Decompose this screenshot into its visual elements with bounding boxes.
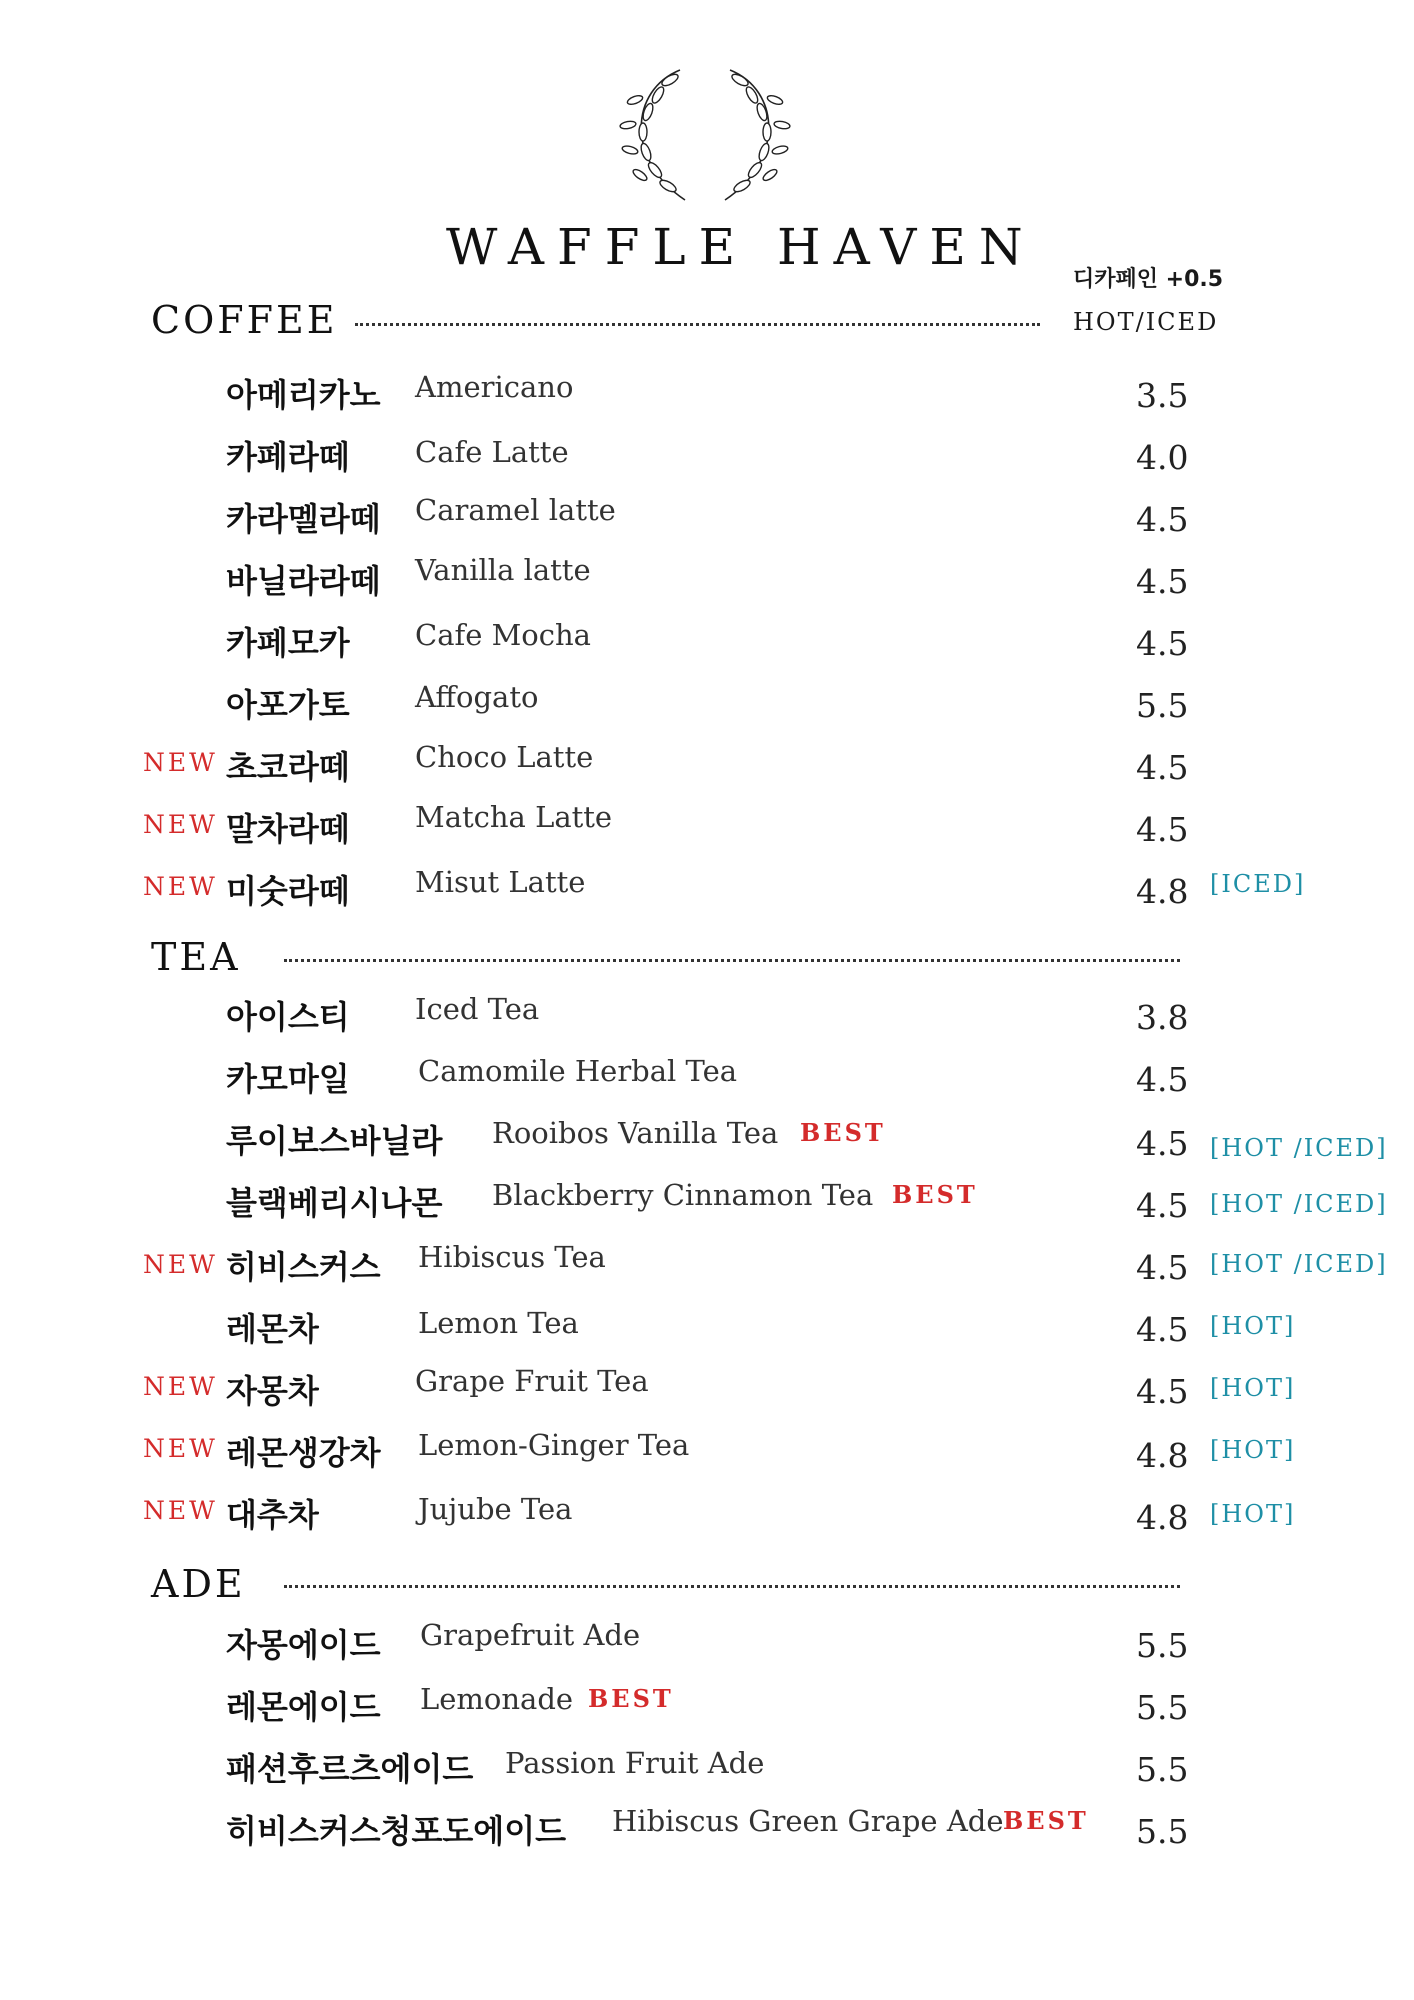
menu-item-en: Iced Tea bbox=[415, 992, 540, 1026]
menu-item-en: Jujube Tea bbox=[418, 1492, 573, 1526]
menu-item-en: Americano bbox=[415, 370, 574, 404]
menu-item-en: Cafe Mocha bbox=[415, 618, 591, 652]
section-title-tea: TEA bbox=[151, 935, 241, 979]
menu-item-en: Misut Latte bbox=[415, 865, 586, 899]
menu-item-price: 4.5 bbox=[1136, 810, 1189, 849]
temp-tag: [HOT /ICED] bbox=[1210, 1190, 1388, 1218]
menu-item-ko: 미숫라떼 bbox=[226, 872, 350, 910]
menu-item-price: 4.8 bbox=[1136, 1436, 1189, 1475]
menu-item-ko: 히비스커스 bbox=[226, 1248, 381, 1286]
menu-item-en: Cafe Latte bbox=[415, 435, 569, 469]
temp-tag: [ICED] bbox=[1210, 870, 1306, 898]
best-badge: BEST bbox=[892, 1180, 978, 1209]
brand-title: WAFFLE HAVEN bbox=[446, 218, 1036, 276]
new-badge: NEW bbox=[143, 1434, 218, 1463]
menu-item-en: Lemonade bbox=[420, 1682, 574, 1716]
menu-item-price: 5.5 bbox=[1136, 1688, 1189, 1727]
menu-item-ko: 아메리카노 bbox=[226, 376, 381, 414]
menu-item-price: 4.5 bbox=[1136, 1248, 1189, 1287]
menu-item-ko: 카페모카 bbox=[226, 624, 350, 662]
menu-item-ko: 카페라떼 bbox=[226, 438, 350, 476]
new-badge: NEW bbox=[143, 748, 218, 777]
temp-tag: [HOT] bbox=[1210, 1500, 1296, 1528]
best-badge: BEST bbox=[588, 1684, 674, 1713]
menu-item-ko: 자몽차 bbox=[226, 1372, 319, 1410]
menu-item-ko: 아포가토 bbox=[226, 686, 350, 724]
menu-item-ko: 초코라떼 bbox=[226, 748, 350, 786]
menu-item-ko: 블랙베리시나몬 bbox=[226, 1184, 443, 1222]
menu-item-price: 4.5 bbox=[1136, 562, 1189, 601]
menu-item-ko: 패션후르츠에이드 bbox=[226, 1750, 474, 1788]
best-badge: BEST bbox=[800, 1118, 886, 1147]
menu-item-price: 4.5 bbox=[1136, 748, 1189, 787]
section-divider bbox=[284, 959, 1180, 962]
menu-item-en: Hibiscus Tea bbox=[418, 1240, 606, 1274]
new-badge: NEW bbox=[143, 1372, 218, 1401]
menu-item-price: 4.5 bbox=[1136, 1060, 1189, 1099]
section-title-coffee: COFFEE bbox=[151, 298, 338, 342]
menu-item-price: 4.5 bbox=[1136, 1186, 1189, 1225]
menu-item-ko: 루이보스바닐라 bbox=[226, 1122, 443, 1160]
menu-item-en: Hibiscus Green Grape Ade bbox=[612, 1804, 1004, 1838]
hot-iced-note: HOT/ICED bbox=[1073, 308, 1219, 336]
menu-item-en: Choco Latte bbox=[415, 740, 594, 774]
menu-item-price: 5.5 bbox=[1136, 1626, 1189, 1665]
menu-item-en: Grape Fruit Tea bbox=[415, 1364, 649, 1398]
menu-item-ko: 말차라떼 bbox=[226, 810, 350, 848]
menu-item-ko: 레몬차 bbox=[226, 1310, 319, 1348]
menu-item-price: 4.8 bbox=[1136, 872, 1189, 911]
menu-item-price: 5.5 bbox=[1136, 686, 1189, 725]
best-badge: BEST bbox=[1003, 1806, 1089, 1835]
menu-item-en: Lemon-Ginger Tea bbox=[418, 1428, 690, 1462]
menu-item-en: Lemon Tea bbox=[418, 1306, 579, 1340]
menu-item-ko: 히비스커스청포도에이드 bbox=[226, 1812, 567, 1850]
menu-item-price: 3.5 bbox=[1136, 376, 1189, 415]
menu-item-price: 4.5 bbox=[1136, 500, 1189, 539]
new-badge: NEW bbox=[143, 810, 218, 839]
menu-item-price: 4.0 bbox=[1136, 438, 1189, 477]
menu-item-ko: 아이스티 bbox=[226, 998, 350, 1036]
temp-tag: [HOT] bbox=[1210, 1436, 1296, 1464]
menu-item-ko: 바닐라라떼 bbox=[226, 562, 381, 600]
menu-item-en: Camomile Herbal Tea bbox=[418, 1054, 738, 1088]
section-divider bbox=[284, 1585, 1180, 1588]
menu-item-ko: 자몽에이드 bbox=[226, 1626, 381, 1664]
menu-item-ko: 카라멜라떼 bbox=[226, 500, 381, 538]
menu-item-price: 3.8 bbox=[1136, 998, 1189, 1037]
menu-item-ko: 카모마일 bbox=[226, 1060, 350, 1098]
menu-item-price: 5.5 bbox=[1136, 1812, 1189, 1851]
menu-item-en: Vanilla latte bbox=[415, 553, 591, 587]
section-divider bbox=[355, 323, 1040, 326]
menu-item-price: 4.5 bbox=[1136, 624, 1189, 663]
menu-item-ko: 레몬생강차 bbox=[226, 1434, 381, 1472]
temp-tag: [HOT] bbox=[1210, 1374, 1296, 1402]
temp-tag: [HOT /ICED] bbox=[1210, 1134, 1388, 1162]
temp-tag: [HOT /ICED] bbox=[1210, 1250, 1388, 1278]
menu-item-en: Matcha Latte bbox=[415, 800, 613, 834]
menu-item-en: Rooibos Vanilla Tea bbox=[492, 1116, 779, 1150]
menu-item-price: 4.5 bbox=[1136, 1124, 1189, 1163]
menu-item-en: Grapefruit Ade bbox=[420, 1618, 641, 1652]
new-badge: NEW bbox=[143, 1250, 218, 1279]
menu-item-price: 4.5 bbox=[1136, 1372, 1189, 1411]
menu-item-en: Affogato bbox=[415, 680, 539, 714]
menu-item-en: Passion Fruit Ade bbox=[505, 1746, 765, 1780]
temp-tag: [HOT] bbox=[1210, 1312, 1296, 1340]
menu-item-price: 4.5 bbox=[1136, 1310, 1189, 1349]
new-badge: NEW bbox=[143, 872, 218, 901]
new-badge: NEW bbox=[143, 1496, 218, 1525]
menu-item-ko: 대추차 bbox=[226, 1496, 319, 1534]
decaf-note: 디카페인 +0.5 bbox=[1073, 267, 1224, 292]
laurel-wreath-icon bbox=[610, 50, 800, 210]
menu-item-en: Caramel latte bbox=[415, 493, 616, 527]
menu-item-price: 5.5 bbox=[1136, 1750, 1189, 1789]
section-title-ade: ADE bbox=[151, 1562, 246, 1606]
menu-item-price: 4.8 bbox=[1136, 1498, 1189, 1537]
menu-item-ko: 레몬에이드 bbox=[226, 1688, 381, 1726]
menu-item-en: Blackberry Cinnamon Tea bbox=[492, 1178, 874, 1212]
